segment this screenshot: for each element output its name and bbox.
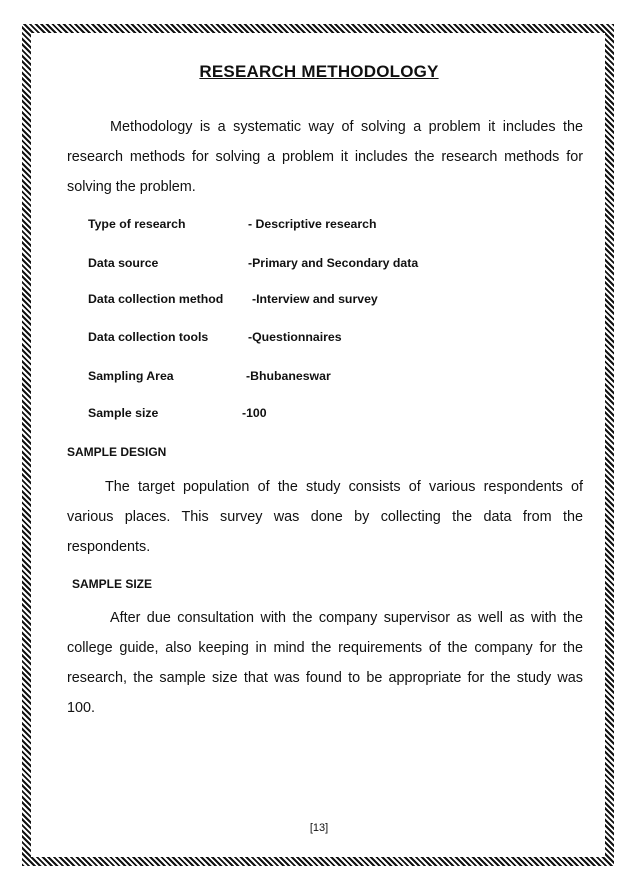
sample-design-text: The target population of the study consists of various respondents of various places. This survey was done by collecting the data from the respondents. xyxy=(67,479,583,555)
detail-row-size xyxy=(88,406,267,420)
detail-row-tools xyxy=(88,330,342,344)
sample-size-text: After due consultation with the company supervisor as well as with the college guide, also keeping in mind the requirements of the company for the research, the sample size that was found to be appropriate for the study was 100. xyxy=(67,610,583,716)
detail-label: Type of research xyxy=(88,217,186,231)
sample-design-paragraph xyxy=(67,472,583,562)
detail-value: -Primary and Secondary data xyxy=(248,256,419,270)
detail-value: -Bhubaneswar xyxy=(246,369,331,383)
detail-value: -100 xyxy=(242,406,267,420)
sample-size-heading: SAMPLE SIZE xyxy=(72,577,153,591)
detail-label: Data source xyxy=(88,256,159,270)
detail-row-method xyxy=(88,292,378,306)
detail-label: Data collection tools xyxy=(88,330,209,344)
detail-row-source xyxy=(88,256,419,270)
intro-text: Methodology is a systematic way of solving a problem it includes the research methods for solving a problem it includes the research methods for solving the problem. xyxy=(67,119,583,195)
detail-value: - Descriptive research xyxy=(248,217,377,231)
detail-label: Sample size xyxy=(88,406,159,420)
page-number: [13] xyxy=(309,822,329,834)
sample-design-heading: SAMPLE DESIGN xyxy=(67,445,167,459)
detail-label: Sampling Area xyxy=(88,369,174,383)
sample-size-paragraph xyxy=(67,603,583,723)
detail-value: -Interview and survey xyxy=(252,292,378,306)
page-title: RESEARCH METHODOLOGY xyxy=(199,62,439,81)
detail-value: -Questionnaires xyxy=(248,330,342,344)
detail-label: Data collection method xyxy=(88,292,224,306)
detail-row-type xyxy=(88,217,377,231)
detail-row-area xyxy=(88,369,331,383)
intro-paragraph xyxy=(67,112,583,202)
